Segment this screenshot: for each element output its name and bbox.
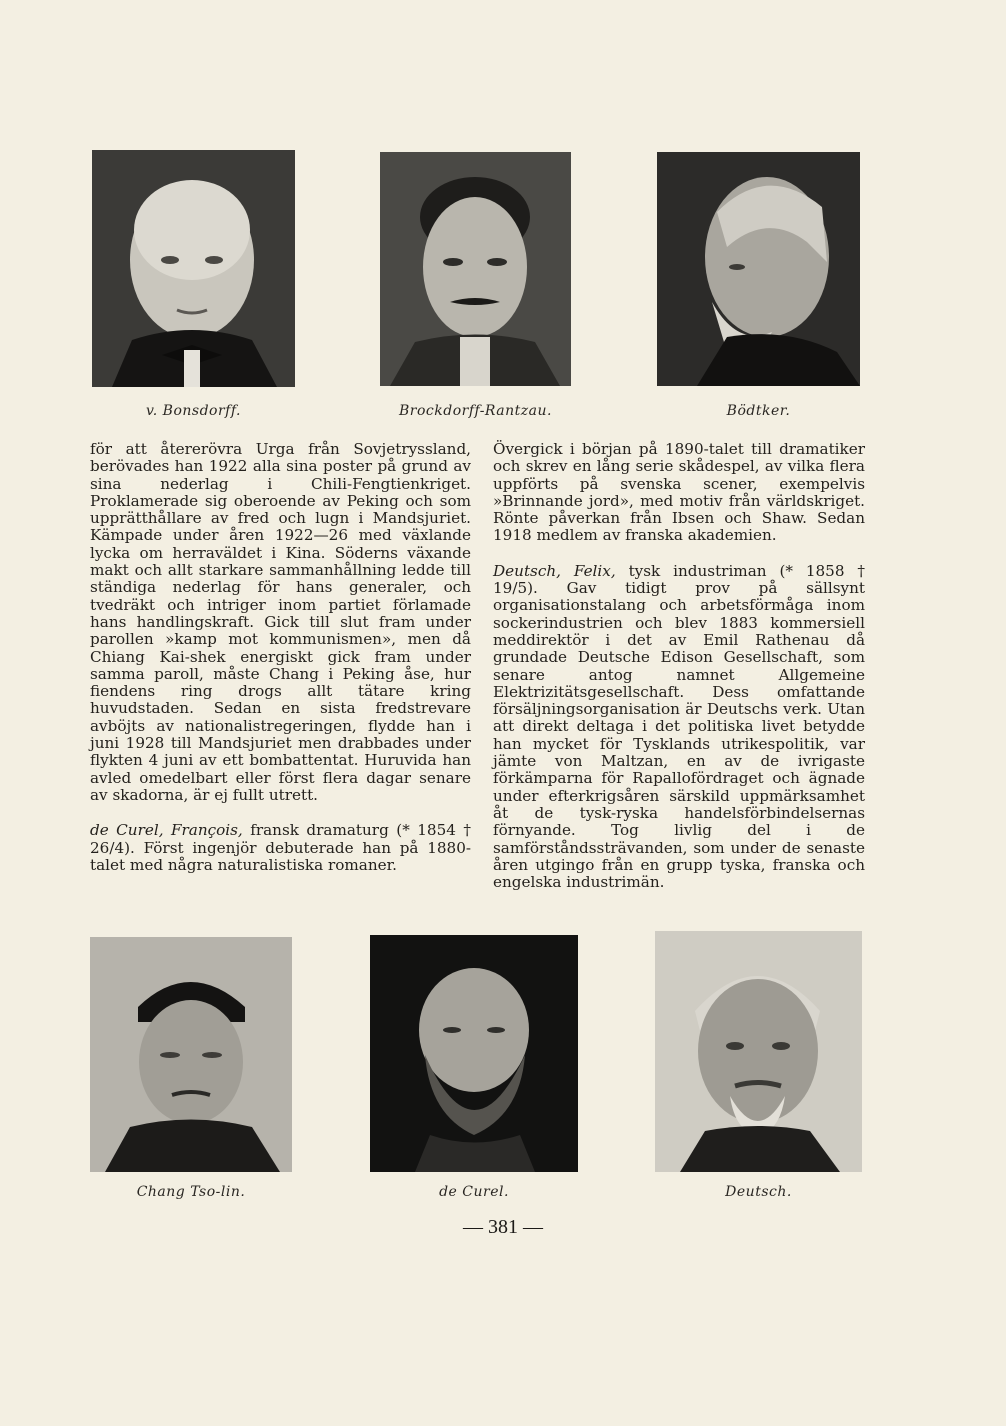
caption-deutsch: Deutsch.	[725, 1184, 792, 1200]
entry-name-deutsch: Deutsch, Felix,	[493, 561, 616, 580]
portrait-bonsdorff-image	[92, 150, 295, 387]
entry-de-curel	[90, 822, 471, 874]
portrait-de-curel-image	[370, 935, 578, 1172]
caption-bonsdorff: v. Bonsdorff.	[146, 403, 241, 419]
left-column	[90, 441, 471, 874]
portrait-deutsch-image	[655, 931, 862, 1172]
entry-text-deutsch: tysk industriman (* 1858 † 19/5). Gav tidigt prov på sällsynt organisationstalang och arbetsförmåga inom sockerindustrien och blev 1883 kommersiell meddirektör i det av Emil Rathenau då grundade Deutsche Edison Gesellschaft, som senare antog namnet Allgemeine Elektrizitätsgesellschaft. Dess omfattande försäljningsorganisation är Deutschs verk. Utan att direkt deltaga i det politiska livet betydde han mycket för Tysklands utrikespolitik, var jämte von Maltzan, en av de ivrigaste förkämparna för Rapallofördraget och ägnade under efterkrigsåren särskild uppmärksamhet åt de tysk-ryska handelsförbindelsernas förnyande. Tog livlig del i de samförståndssträvanden, som under de senaste åren utgingo från en grupp tyska, franska och engelska industrimän.	[493, 561, 865, 892]
portrait-deutsch	[655, 931, 862, 1172]
caption-bodtker: Bödtker.	[726, 403, 791, 419]
portrait-chang-tso-lin	[90, 937, 292, 1172]
right-column	[493, 441, 865, 891]
caption-de-curel: de Curel.	[439, 1184, 509, 1200]
portrait-brockdorff-rantzau	[380, 152, 571, 386]
portrait-chang-tso-lin-image	[90, 937, 292, 1172]
page-number: — 381 —	[463, 1216, 543, 1238]
portrait-brockdorff-rantzau-image	[380, 152, 571, 386]
entry-name-de-curel: de Curel, François,	[90, 821, 243, 840]
paragraph-chang-tso-lin: för att återerövra Urga från Sovjetryssland, berövades han 1922 alla sina poster på grund av sina nederlag i Chili-Fengtienkriget. Proklamerade sig oberoende av Peking och som upprätthållare av fred och lugn i Mandsjuriet. Kämpade under åren 1922—26 med växlande lycka om herraväldet i Kina. Söderns växande makt och allt starkare sammanhållning ledde till ständiga nederlag för hans generaler, och tvedräkt och intriger inom partiet förlamade hans handlingskraft. Gick till slut fram under parollen »kamp mot kommunismen», men då Chiang Kai-shek energiskt gick fram under samma paroll, måste Chang i Peking åse, hur fiendens ring drogs allt tätare kring huvudstaden. Sedan en sista fredstrevare avböjts av nationalistregeringen, flydde han i juni 1928 till Mandsjuriet men drabbades under flykten 4 juni av ett bombattentat. Huruvida han avled omedelbart eller först flera dagar senare av skadorna, är ej fullt utrett.	[90, 440, 471, 804]
entry-deutsch	[493, 563, 865, 892]
paragraph-de-curel-continued: Övergick i början på 1890-talet till dramatiker och skrev en lång serie skådespel, av vilka flera uppförts på svenska scener, exempelvis »Brinnande jord», med motiv från världskriget. Rönte påverkan från Ibsen och Shaw. Sedan 1918 medlem av franska akademien.	[493, 440, 865, 545]
portrait-bonsdorff	[92, 150, 295, 387]
caption-chang-tso-lin: Chang Tso-lin.	[136, 1184, 246, 1200]
portrait-de-curel	[370, 935, 578, 1172]
entry-text-de-curel: fransk dramaturg (* 1854 † 26/4). Först ingenjör debuterade han på 1880-talet med några naturalistiska romaner.	[90, 821, 471, 874]
caption-brockdorff-rantzau: Brockdorff-Rantzau.	[399, 403, 552, 419]
portrait-bodtker	[657, 152, 860, 386]
portrait-bodtker-image	[657, 152, 860, 386]
